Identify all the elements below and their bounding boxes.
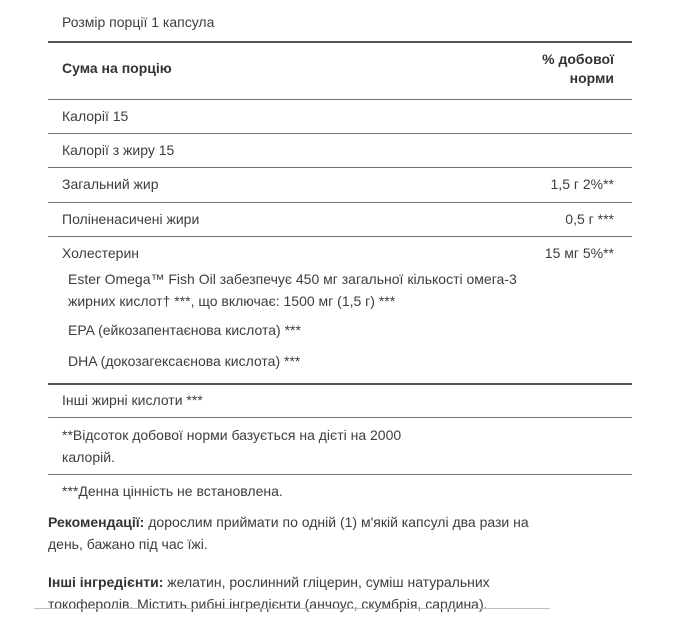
nutrient-value: 1,5 г 2%**: [550, 176, 614, 192]
supplement-facts-panel: [48, 8, 632, 507]
recommendations-paragraph: Рекомендації: дорослим приймати по одній (1) м'якій капсулі два рази на день, бажано під час їжі.: [48, 514, 529, 552]
table-row: [48, 203, 632, 237]
table-header-row: [48, 43, 632, 100]
recommendations-label: Рекомендації:: [48, 514, 145, 530]
nutrient-value: 15 мг 5%**: [544, 245, 614, 261]
daily-value-footnote: [48, 418, 632, 475]
ingredients-label: Інші інгредієнти:: [48, 574, 164, 590]
epa-item: EPA (ейкозапентаєнова кислота) ***: [68, 322, 301, 338]
nutrient-name: Загальний жир: [62, 176, 159, 192]
nutrient-name: Калорії 15: [62, 108, 129, 124]
footnote-not-established: ***Денна цінність не встановлена.: [62, 483, 283, 499]
ingredients-paragraph: Інші інгредієнти: желатин, рослинний гліцерин, суміш натуральних токоферолів. Містить рибні інгредієнти (анчоус, скумбрія, сардина).: [48, 574, 490, 612]
table-row: [48, 168, 632, 203]
table-row: [48, 134, 632, 168]
footnote-dv-text: **Відсоток добової норми базується на дієті на 2000 калорій.: [62, 427, 402, 465]
divider: [34, 608, 550, 609]
not-established-footnote: [48, 475, 632, 507]
amount-per-serving-header: Сума на порцію: [62, 60, 172, 76]
dha-item: DHA (докозагексаєнова кислота) ***: [68, 353, 301, 369]
nutrient-name: Поліненасичені жири: [62, 211, 200, 227]
serving-size-text: Розмір порції 1 капсула: [62, 14, 215, 30]
other-fatty-acids: Інші жирні кислоти ***: [62, 392, 203, 408]
omega-description: Ester Omega™ Fish Oil забезпечує 450 мг загальної кількості омега-3 жирних кислот† ***, що включає: 1500 мг (1,5 г) ***: [68, 271, 517, 309]
table-row: [48, 385, 632, 418]
table-row: [48, 100, 632, 134]
nutrient-value: 0,5 г ***: [565, 211, 614, 227]
daily-value-header: % добової норми: [542, 51, 614, 86]
serving-size-row: [48, 8, 632, 43]
nutrient-name: Калорії з жиру 15: [62, 142, 175, 158]
cholesterol-omega-block: [48, 237, 632, 385]
nutrient-name: Холестерин: [62, 245, 139, 261]
